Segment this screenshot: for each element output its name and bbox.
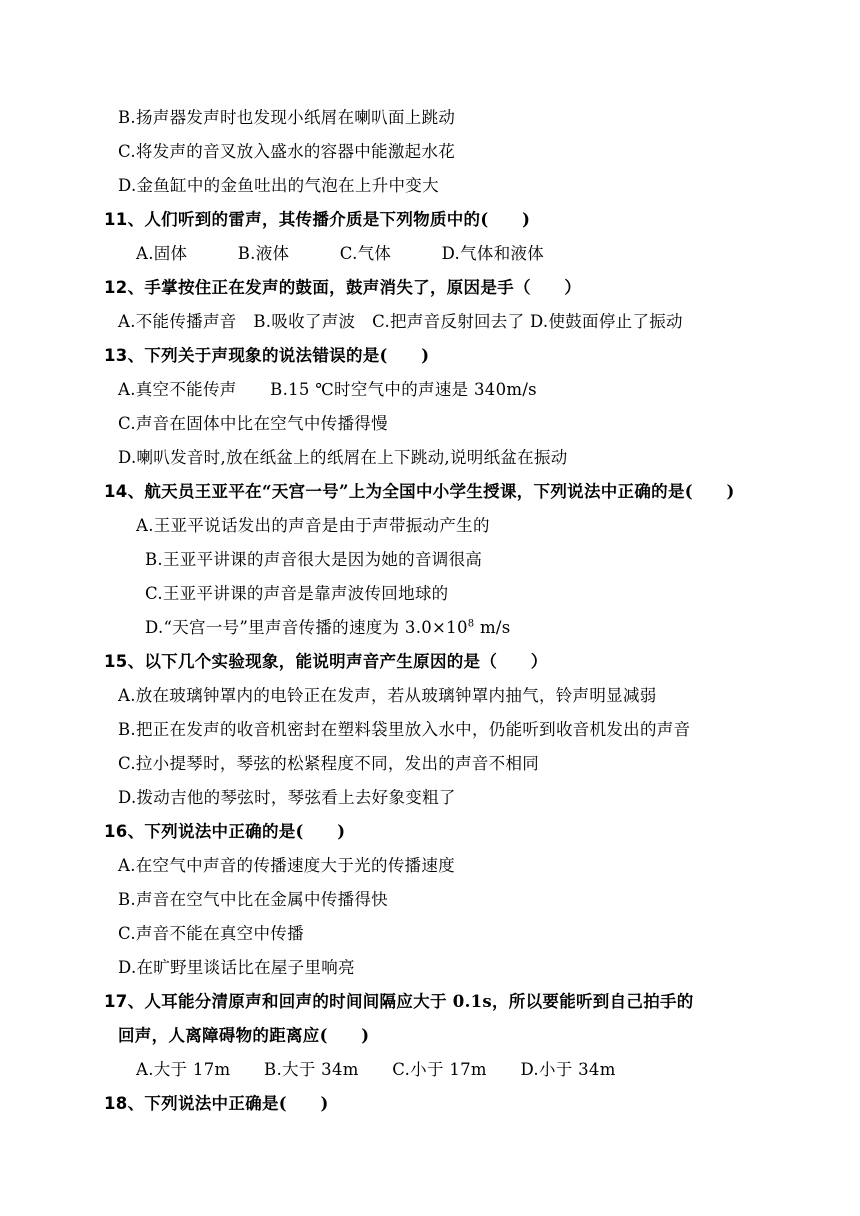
q10-option-d: D.金鱼缸中的金鱼吐出的气泡在上升中变大 [118,176,439,195]
q12-options: A.不能传播声音 B.吸收了声波 C.把声音反射回去了 D.使鼓面停止了振动 [118,312,683,331]
q12-stem [104,277,581,299]
q11-options: A.固体 B.液体 C.气体 D.气体和液体 [136,244,545,263]
q15-number: 15 [104,652,128,671]
q18-text: 、下列说法中正确是( ) [127,1094,329,1113]
q14-option-d-text: D.“天宫一号”里声音传播的速度为 3.0×10 [145,618,468,637]
q16-stem [104,821,345,843]
q18-stem [104,1093,329,1115]
q18-number: 18 [104,1094,128,1113]
q16-option-c: C.声音不能在真空中传播 [118,924,304,943]
q15-stem [104,651,548,673]
q15-option-c: C.拉小提琴时，琴弦的松紧程度不同，发出的声音不相同 [118,754,540,773]
q10-option-c: C.将发声的音叉放入盛水的容器中能激起水花 [118,142,456,161]
q17-stem-continued: 回声，人离障碍物的距离应( ) [118,1026,370,1045]
q10-option-b: B.扬声器发声时也发现小纸屑在喇叭面上跳动 [118,108,456,127]
q11-text: 、人们听到的雷声，其传播介质是下列物质中的( ) [127,210,531,229]
q13-stem [104,345,429,367]
q17-options: A.大于 17m B.大于 34m C.小于 17m D.小于 34m [136,1060,616,1079]
q14-stem [104,481,735,503]
q16-text: 、下列说法中正确的是( ) [127,822,346,841]
q14-text: 、航天员王亚平在“天宫一号”上为全国中小学生授课，下列说法中正确的是( ) [127,482,735,501]
q14-option-b: B.王亚平讲课的声音很大是因为她的音调很高 [145,550,483,569]
q16-option-d: D.在旷野里谈话比在屋子里响亮 [118,958,355,977]
q14-number: 14 [104,482,128,501]
q13-option-c: C.声音在固体中比在空气中传播得慢 [118,414,388,433]
q15-option-a: A.放在玻璃钟罩内的电铃正在发声，若从玻璃钟罩内抽气，铃声明显减弱 [118,686,657,705]
q14-option-a: A.王亚平说话发出的声音是由于声带振动产生的 [136,516,490,535]
q16-option-a: A.在空气中声音的传播速度大于光的传播速度 [118,856,455,875]
q12-number: 12 [104,278,128,297]
q12-text: 、手掌按住正在发声的鼓面，鼓声消失了，原因是手（ ） [127,278,582,297]
q15-text: 、以下几个实验现象，能说明声音产生原因的是（ ） [127,652,548,671]
q14-exponent: 8 [467,618,475,630]
q17-number: 17 [104,992,128,1011]
q11-stem [104,209,530,231]
q13-option-d: D.喇叭发音时,放在纸盆上的纸屑在上下跳动,说明纸盆在振动 [118,448,568,467]
q17-stem [104,991,694,1013]
q17-text: 、人耳能分清原声和回声的时间间隔应大于 0.1s，所以要能听到自己拍手的 [127,992,694,1011]
q14-option-c: C.王亚平讲课的声音是靠声波传回地球的 [145,584,449,603]
q13-options-ab: A.真空不能传声 B.15 ℃时空气中的声速是 340m/s [118,380,537,399]
q14-unit: m/s [474,618,511,637]
q16-option-b: B.声音在空气中比在金属中传播得快 [118,890,388,909]
q15-option-d: D.拨动吉他的琴弦时，琴弦看上去好象变粗了 [118,788,456,807]
q13-text: 、下列关于声现象的说法错误的是( ) [127,346,430,365]
q13-number: 13 [104,346,128,365]
q15-option-b: B.把正在发声的收音机密封在塑料袋里放入水中，仍能听到收音机发出的声音 [118,720,691,739]
q11-number: 11 [104,210,128,229]
q14-option-d [145,617,511,639]
q16-number: 16 [104,822,128,841]
